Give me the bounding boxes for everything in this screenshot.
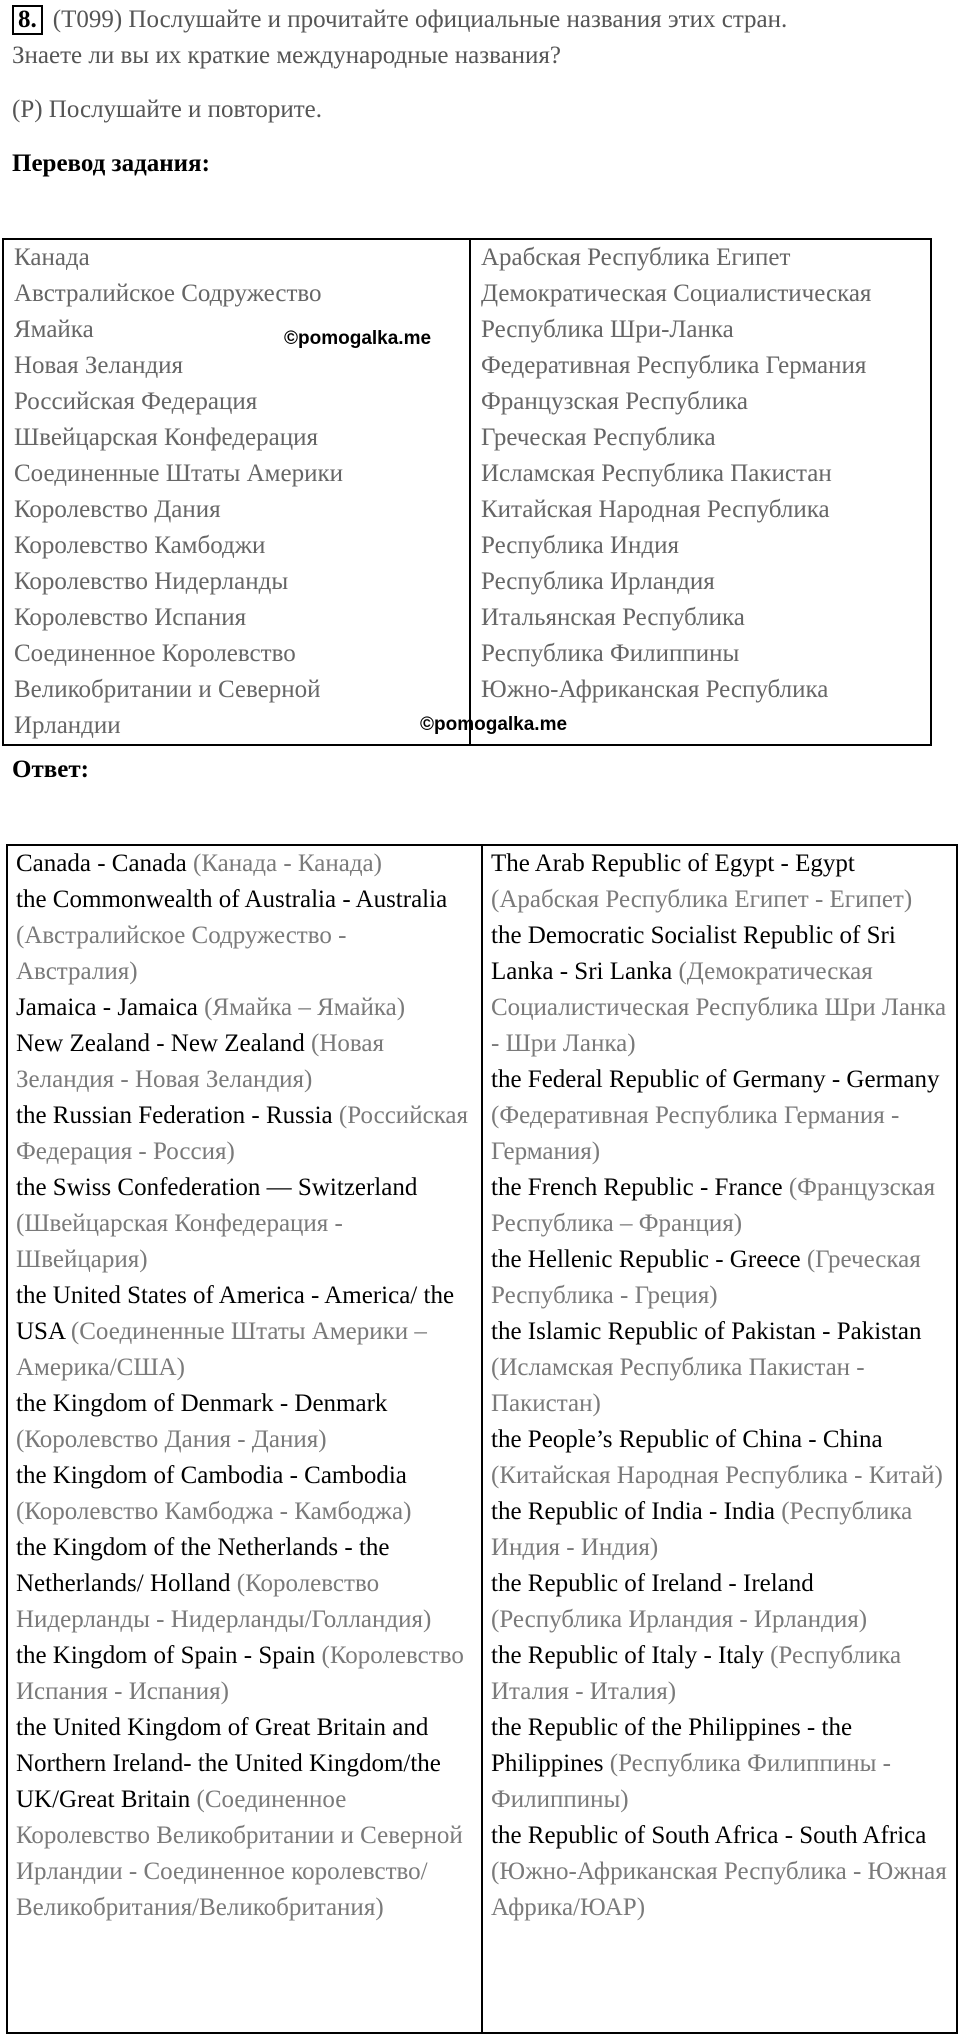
country-name-item: Австралийское Содружество [14,280,322,307]
country-name-item: Великобритании и Северной [14,676,321,703]
translation-heading: Перевод задания: [12,150,210,177]
answer-item [491,1314,948,1422]
answer-russian: (Швейцарская Конфедерация - Швейцария) [16,1210,343,1273]
country-name-item: Новая Зеландия [14,352,184,379]
answers-table [6,844,958,2034]
country-name-item: Греческая Республика [481,424,716,451]
answer-item [491,918,948,1062]
country-name-item: Российская Федерация [14,388,258,415]
answer-russian: (Соединенные Штаты Америки – Америка/США) [16,1318,427,1381]
answers-right-cell [482,845,957,2033]
country-name-item: Арабская Республика Египет [481,244,791,271]
answer-english: the Republic of South Africa - South Africa [491,1822,927,1849]
answer-item [491,1494,948,1566]
answer-item [16,1170,473,1278]
answer-english: the Kingdom of the Netherlands - the Netherlands/ Holland [16,1534,390,1597]
answers-left-list [8,846,481,1926]
answer-english: the Russian Federation - Russia [16,1102,333,1129]
countries-left-list [4,240,469,744]
answer-russian: (Новая Зеландия - Новая Зеландия) [16,1030,384,1093]
answer-english: the Republic of Ireland - Ireland [491,1570,814,1597]
countries-table [2,238,932,746]
answer-english: the Republic of Italy - Italy [491,1642,764,1669]
answer-english: the United States of America - America/ the USA [16,1282,455,1345]
answer-item [16,1638,473,1710]
answer-russian: (Исламская Республика Пакистан - Пакистан) [491,1354,865,1417]
answer-russian: (Федеративная Республика Германия - Германия) [491,1102,900,1165]
answer-item [16,1098,473,1170]
answer-russian: (Австралийское Содружество - Австралия) [16,922,347,985]
answer-item [491,1566,948,1638]
answer-english: the Republic of the Philippines - the Philippines [491,1714,853,1777]
answer-russian: (Королевство Дания - Дания) [16,1426,327,1453]
watermark: ©pomogalka.me [420,714,568,735]
answer-item [491,1422,948,1494]
answer-english: the Swiss Confederation — Switzerland [16,1174,418,1201]
answer-item [16,1710,473,1926]
country-name-item: Исламская Республика Пакистан [481,460,832,487]
answer-english: Jamaica - Jamaica [16,994,198,1021]
country-name-item: Южно-Африканская Республика [481,676,829,703]
answer-russian: (Королевство Испания - Испания) [16,1642,464,1705]
answer-russian: (Соединенное Королевство Великобритании и Северной Ирландии - Соединенное королевство/Великобритания/Великобритания) [16,1786,463,1921]
answer-russian: (Демократическая Социалистическая Республика Шри Ланка - Шри Ланка) [491,958,947,1057]
answer-heading: Ответ: [12,756,89,783]
answer-item [491,1062,948,1170]
answer-item [16,1278,473,1386]
answer-item [491,1242,948,1314]
answer-english: the People’s Republic of China - China [491,1426,883,1453]
answer-item [491,846,948,918]
answer-russian: (Арабская Республика Египет - Египет) [491,886,913,913]
answer-item [16,846,473,882]
country-name-item: Ямайка [14,316,94,343]
answer-item [491,1710,948,1818]
answer-russian: (Южно-Африканская Республика - Южная Африка/ЮАР) [491,1858,947,1921]
answer-russian: (Российская Федерация - Россия) [16,1102,469,1165]
task-text-line-1: (T099) Послушайте и прочитайте официальные названия этих стран. [52,6,788,33]
country-name-item: Соединенные Штаты Америки [14,460,343,487]
country-name-item: Королевство Дания [14,496,221,523]
task-text-line-3: (P) Послушайте и повторите. [12,96,322,123]
country-name-item: Республика Ирландия [481,568,715,595]
answer-item [16,882,473,990]
answers-left-cell [7,845,482,2033]
country-name-item: Федеративная Республика Германия [481,352,867,379]
country-name-item: Королевство Нидерланды [14,568,289,595]
country-name-item: Республика Шри-Ланка [481,316,734,343]
answer-english: the Kingdom of Spain - Spain [16,1642,316,1669]
task-number: 8. [12,5,43,35]
watermark: ©pomogalka.me [284,328,432,349]
answer-item [491,1818,948,1926]
country-name-item: Китайская Народная Республика [481,496,830,523]
countries-right-list [471,240,930,708]
answer-item [491,1170,948,1242]
answer-russian: (Китайская Народная Республика - Китай) [491,1462,943,1489]
answer-english: the United Kingdom of Great Britain and Northern Ireland- the United Kingdom/the UK/Great Britain [16,1714,441,1813]
country-name-item: Итальянская Республика [481,604,745,631]
country-name-item: Республика Филиппины [481,640,740,667]
country-name-item: Королевство Камбоджи [14,532,266,559]
answer-item [16,1386,473,1458]
country-name-item: Канада [14,244,90,271]
answer-english: the French Republic - France [491,1174,783,1201]
answer-english: New Zealand - New Zealand [16,1030,305,1057]
answer-item [16,1530,473,1638]
answer-english: the Islamic Republic of Pakistan - Pakistan [491,1318,922,1345]
answer-russian: (Греческая Республика - Греция) [491,1246,921,1309]
country-name-item: Швейцарская Конфедерация [14,424,318,451]
answer-russian: (Французская Республика – Франция) [491,1174,936,1237]
country-name-item: Королевство Испания [14,604,247,631]
answer-russian: (Канада - Канада) [193,850,382,877]
countries-left-cell [3,239,470,745]
country-name-item: Французская Республика [481,388,748,415]
country-name-item: Соединенное Королевство [14,640,296,667]
answer-english: the Kingdom of Denmark - Denmark [16,1390,388,1417]
answer-english: the Kingdom of Cambodia - Cambodia [16,1462,407,1489]
answer-english: the Federal Republic of Germany - Germany [491,1066,940,1093]
answer-russian: (Республика Филиппины - Филиппины) [491,1750,891,1813]
answer-russian: (Республика Ирландия - Ирландия) [491,1606,868,1633]
answer-english: the Hellenic Republic - Greece [491,1246,801,1273]
answer-english: The Arab Republic of Egypt - Egypt [491,850,855,877]
task-text-line-2: Знаете ли вы их краткие международные названия? [12,42,562,69]
answer-russian: (Республика Индия - Индия) [491,1498,913,1561]
countries-right-cell [470,239,931,745]
answer-english: the Democratic Socialist Republic of Sri Lanka - Sri Lanka [491,922,896,985]
country-name-item: Ирландии [14,712,121,739]
answer-russian: (Королевство Нидерланды - Нидерланды/Голландия) [16,1570,432,1633]
country-name-item: Демократическая Социалистическая [481,280,872,307]
answer-item [16,990,473,1026]
task-line-1 [12,2,787,38]
answers-right-list [483,846,956,1926]
answer-russian: (Королевство Камбоджа - Камбоджа) [16,1498,412,1525]
answer-item [16,1458,473,1530]
answer-item [491,1638,948,1710]
answer-russian: (Ямайка – Ямайка) [204,994,406,1021]
answer-english: the Commonwealth of Australia - Australia [16,886,448,913]
answer-english: Canada - Canada [16,850,187,877]
answer-item [16,1026,473,1098]
country-name-item: Республика Индия [481,532,680,559]
answer-english: the Republic of India - India [491,1498,775,1525]
answer-russian: (Республика Италия - Италия) [491,1642,902,1705]
